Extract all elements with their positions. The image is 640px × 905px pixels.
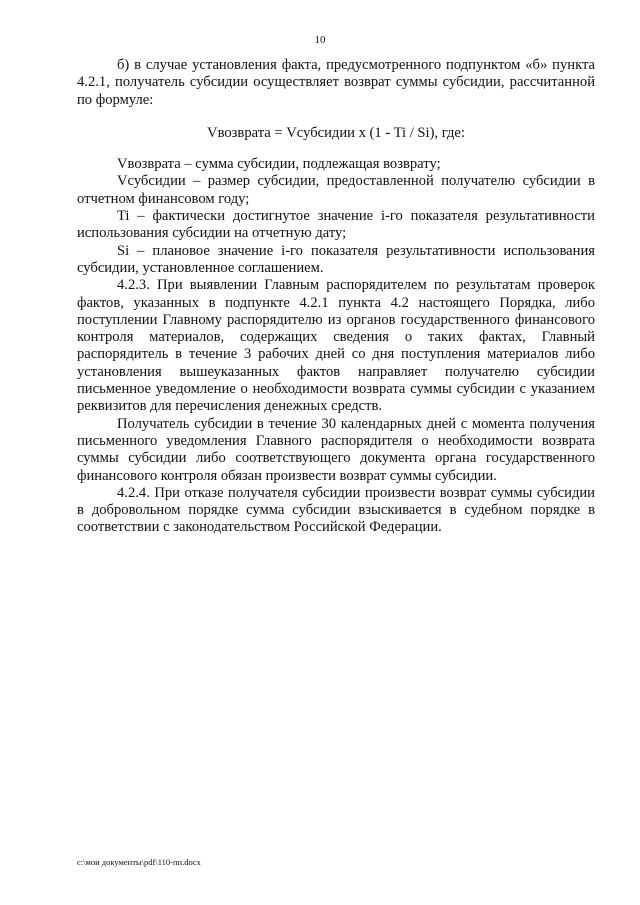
paragraph-recipient-refund: Получатель субсидии в течение 30 календарных дней с момента получения письменного уведомления Главного распорядителя о необходимости возврата суммы субсидии либо соответствующего документа органа государственного финансового контроля обязан произвести возврат суммы субсидии. bbox=[77, 415, 595, 484]
paragraph-4-2-4: 4.2.4. При отказе получателя субсидии произвести возврат суммы субсидии в добровольном порядке сумма субсидии взыскивается в судебном порядке в соответствии с законодательством Российской Федерации. bbox=[77, 484, 595, 536]
definition-v-subsidy: Vсубсидии – размер субсидии, предоставленной получателю субсидии в отчетном финансовом году; bbox=[77, 173, 595, 207]
footer-file-path: c:\мои документы\pdf\110-пп.docx bbox=[77, 857, 201, 867]
page-number: 10 bbox=[314, 34, 326, 46]
definition-si: Si – плановое значение i-го показателя результативности использования субсидии, установленное соглашением. bbox=[77, 242, 595, 276]
definition-ti: Ti – фактически достигнутое значение i-го показателя результативности использования субсидии на отчетную дату; bbox=[77, 208, 595, 242]
document-body bbox=[77, 57, 595, 537]
definition-v-refund: Vвозврата – сумма субсидии, подлежащая возврату; bbox=[117, 156, 441, 173]
refund-formula: Vвозврата = Vсубсидии x (1 - Ti / Si), где: bbox=[207, 124, 465, 141]
paragraph-refund-case: б) в случае установления факта, предусмотренного подпунктом «б» пункта 4.2.1, получатель субсидии осуществляет возврат суммы субсидии, рассчитанной по формуле: bbox=[77, 57, 595, 108]
paragraph-4-2-3: 4.2.3. При выявлении Главным распорядителем по результатам проверок фактов, указанных в подпункте 4.2.1 пункта 4.2 настоящего Порядка, либо поступлении Главному распорядителю из органов государственного финансового контроля материалов, содержащих сведения о таких фактах, Главный распорядитель в течение 3 рабочих дней со дня поступления материалов либо установления вышеуказанных фактов направляет получателю субсидии письменное уведомление о необходимости возврата суммы субсидии с указанием реквизитов для перечисления денежных средств. bbox=[77, 277, 595, 415]
